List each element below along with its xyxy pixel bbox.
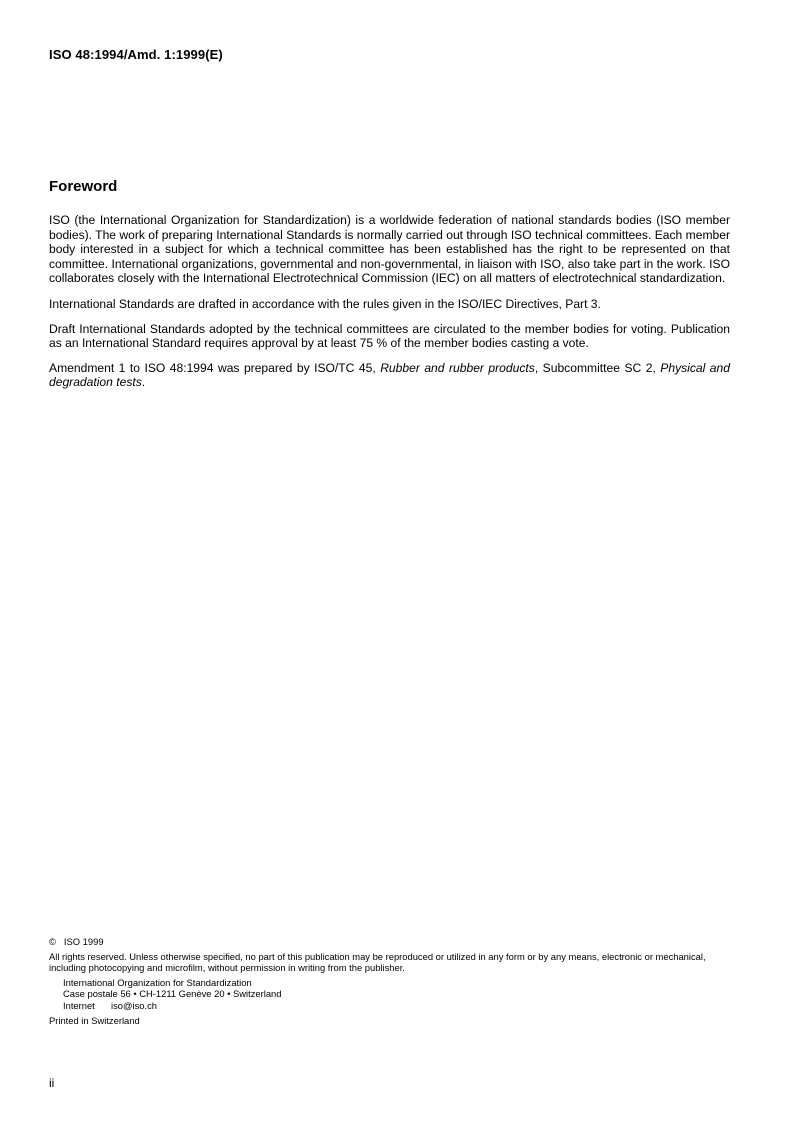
amendment-middle: , Subcommittee SC 2, <box>534 360 661 375</box>
page-number: ii <box>49 1076 55 1090</box>
copyright-organization: International Organization for Standardization <box>63 976 252 988</box>
copyright-block <box>49 936 733 1026</box>
copyright-year-line <box>49 936 733 948</box>
internet-value: iso@iso.ch <box>111 999 157 1011</box>
section-title: Foreword <box>49 178 118 195</box>
paragraph-voting: Draft International Standards adopted by the technical committees are circulated to the member bodies for voting. Publication as an International Standard requires approval by at least 75 % of the member bodies casting a vote. <box>49 321 730 351</box>
paragraph-amendment <box>49 361 730 390</box>
foreword-body <box>49 213 730 400</box>
subcommittee-title: Physical and degradation tests <box>49 360 730 390</box>
copyright-year: ISO 1999 <box>63 936 104 947</box>
document-reference: ISO 48:1994/Amd. 1:1999(E) <box>49 47 223 62</box>
copyright-address: Case postale 56 • CH-1211 Genève 20 • Switzerland <box>63 988 282 1000</box>
amendment-prefix: Amendment 1 to ISO 48:1994 was prepared by ISO/TC 45, <box>49 360 381 375</box>
committee-title: Rubber and rubber products <box>380 360 535 375</box>
amendment-suffix: . <box>141 375 146 390</box>
internet-label: Internet <box>63 999 95 1011</box>
paragraph-directives: International Standards are drafted in accordance with the rules given in the ISO/IEC Directives, Part 3. <box>49 296 601 311</box>
paragraph-iso-federation: ISO (the International Organization for Standardization) is a worldwide federation of national standards bodies (ISO member bodies). The work of preparing International Standards is normally carried out through ISO technical committees. Each member body interested in a subject for which a technical committee has been established has the right to be represented on that committee. International organizations, governmental and non-governmental, in liaison with ISO, also take part in the work. ISO collaborates closely with the International Electrotechnical Commission (IEC) on all matters of electrotechnical standardization. <box>49 213 730 286</box>
copyright-symbol: © <box>49 936 56 947</box>
copyright-rights: All rights reserved. Unless otherwise specified, no part of this publication may be reproduced or utilized in any form or by any means, electronic or mechanical, including photocopying and microfilm, without permission in writing from the publisher. <box>49 950 706 974</box>
copyright-internet <box>49 1000 733 1012</box>
printed-location: Printed in Switzerland <box>49 1014 140 1026</box>
